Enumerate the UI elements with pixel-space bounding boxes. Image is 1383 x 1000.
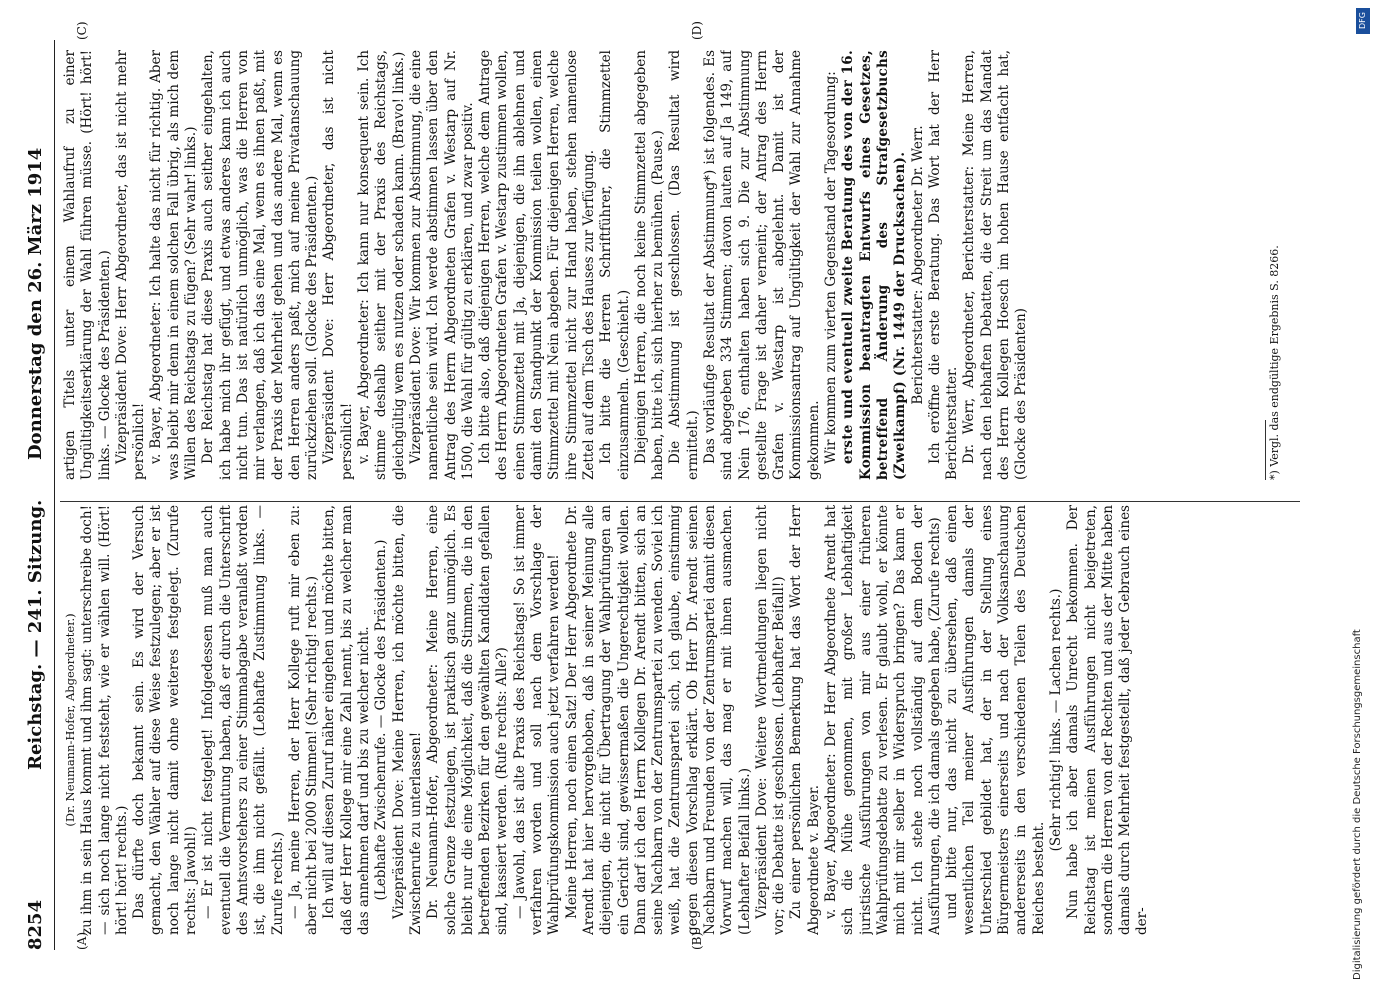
paragraph: Das vorläufige Resultat der Abstimmung*) ist folgendes. Es sind abgegeben 334 Stimmen; davon lauten auf Ja 149, auf Nein 176, enthalten haben sich 9. Die zur Abstimmung gestellte Frage ist daher verneint; der Antrag des Herrn Grafen v. Westarp ist abgelehnt. Damit ist der Kommissionsantrag auf Ungültigkeit der Wahl zur Annahme gekommen. bbox=[701, 50, 822, 480]
page-number: 8254 bbox=[25, 899, 46, 950]
interjection: (Lebhafte Zwischenrufe. — Glocke des Präsidenten.) bbox=[373, 539, 390, 901]
speaker-running-head: (Dr. Neumann-Hofer, Abgeordneter.) bbox=[63, 613, 77, 827]
paragraph: Zu einer persönlichen Bemerkung hat das Wort der Herr Abgeordnete v. Bayer. bbox=[788, 505, 822, 935]
column-divider bbox=[60, 501, 1300, 502]
paragraph: Ich bitte also, daß diejenigen Herren, welche dem Antrage des Herrn Abgeordneten Grafen v. Westarp zustimmen wollen, einen Stimmzettel mit Ja, diejenigen, die ihn ablehnen und damit den Standpunkt der Kommission teilen wollen, einen Stimmzettel mit Nein abgeben. Für diejenigen Herren, welche ihre Stimmzettel nicht zur Hand haben, stehen namenlose Zettel auf dem Tisch des Hauses zur Verfügung. bbox=[477, 50, 597, 480]
footnote: *) Vergl. das endgültige Ergebnis S. 8266. bbox=[1268, 245, 1281, 480]
paragraph: Ich eröffne die erste Beratung. Das Wort hat der Herr Berichterstatter. bbox=[926, 50, 961, 480]
margin-marker-a: (A) bbox=[75, 931, 89, 950]
paragraph: v. Bayer, Abgeordneter: Der Herr Abgeordnete Arendt hat sich die Mühe genommen, mit großer Lebhaftigkeit juristische Ausführungen von mir aus einer früheren Wahlprüfungsdebatte zu verlesen. Er glaubt wohl, er könnte mich mit mir selber in Widerspruch bringen? Das kann er nicht. Ich stehe noch vollständig auf dem Boden der Ausführungen, die ich damals gegeben habe, (Zurufe rechts) bbox=[823, 505, 943, 935]
footnote-rule bbox=[1265, 420, 1266, 480]
paragraph: Dr. Werr, Abgeordneter, Berichterstatter: Meine Herren, nach den lebhaften Debatten, die der Streit um das Mandat des Herrn Kollegen Hoesch im hohen Hause entfacht hat, (Glocke des Präsidenten) bbox=[961, 50, 1030, 480]
paragraph: Dr. Neumann-Hofer, Abgeordneter: Meine Herren, eine solche Grenze festzulegen, ist praktisch ganz unmöglich. Es bleibt nur die eine Möglichkeit, daß die Stimmen, die in den betreffenden Bezirken für den gewählten Kandidaten gefallen sind, kassiert werden. (Rufe rechts: Alle?) bbox=[425, 505, 511, 935]
left-column bbox=[62, 505, 1312, 935]
interjection: (Sehr richtig! links. — Lachen rechts.) bbox=[1047, 588, 1064, 852]
page-header bbox=[25, 40, 51, 950]
session-date: Donnerstag den 26. März 1914 bbox=[25, 147, 46, 460]
paragraph: v. Bayer, Abgeordneter: Ich halte das nicht für richtig. Aber was bleibt mir denn in einem solchen Fall übrig, als mich dem Willen des Reichstags zu fügen? (Sehr wahr! links.) bbox=[148, 50, 200, 480]
paragraph: Ich bitte die Herren Schriftführer, die Stimmzettel einzusammeln. (Geschieht.) bbox=[598, 50, 632, 480]
paragraph: v. Bayer, Abgeordneter: Ich kann nur konsequent sein. Ich stimme deshalb seither mit der Praxis des Reichstags, gleichgültig wem es nutzen oder schaden kann. (Bravo! links.) bbox=[356, 50, 407, 480]
paragraph: — Jawohl, das ist alte Praxis des Reichstags! So ist immer verfahren worden und soll nach dem Vorschlage der Wahlprüfungskommission auch jetzt verfahren werden! bbox=[511, 505, 563, 935]
paragraph: Meine Herren, noch einen Satz! Der Herr Abgeordnete Dr. Arendt hat hier hervorgehoben, daß in seiner Meinung alle diejenigen, die nicht für Übertragung der Wahlprüfungen an ein Gericht sind, gewissermaßen die Ungerechtigkeit wollen. Dann darf ich den Herrn Kollegen Dr. Arendt bitten, sich an seine Nachbarn von der Zentrumspartei zu wenden. Soviel ich weiß, hat die Zentrumspartei sich, ich glaube, einstimmig gegen diesen Vorschlag erklärt. Ob Herr Dr. Arendt seinen Nachbarn und Freunden von der Zentrumspartei damit diesen Vorwurf machen will, das mag er mit ihnen ausmachen. (Lebhafter Beifall links.) bbox=[563, 505, 753, 935]
paragraph: Die Abstimmung ist geschlossen. (Das Resultat wird ermittelt.) bbox=[667, 50, 701, 480]
paragraph: Das dürfte doch bekannt sein. Es wird der Versuch gemacht, den Wähler auf diese Weise festzulegen; aber er ist noch lange nicht damit ohne weiteres festgelegt. (Zurufe rechts: Jawohl!) bbox=[131, 505, 200, 935]
paragraph: Wir kommen zum vierten Gegenstand der Tagesordnung: bbox=[823, 71, 840, 464]
paragraph: artigen Titels unter einem Wahlaufruf zu einer Ungültigkeitserklärung der Wahl führen müsse. (Hört! hört! links. — Glocke des Präsidenten.) bbox=[62, 50, 113, 480]
header-rule bbox=[54, 40, 55, 950]
paragraph: Vizepräsident Dove: Weitere Wortmeldungen liegen nicht vor; die Debatte ist geschlossen. (Lebhafter Beifall!) bbox=[753, 505, 788, 935]
session-title: Reichstag. — 241. Sitzung. bbox=[25, 499, 46, 770]
right-column bbox=[62, 50, 1062, 480]
paragraph: Nun habe ich aber damals Unrecht bekommen. Der Reichstag ist meinen Ausführungen nicht beigetreten, sondern die Herren von der Rechten und aus der Mitte haben damals durch Mehrheit festgestellt, daß jeder Gebrauch eines der- bbox=[1065, 505, 1151, 935]
paragraph: Vizepräsident Dove: Wir kommen zur Abstimmung, die eine namentliche sein wird. Ich werde abstimmen lassen über den Antrag des Herrn Abgeordneten Grafen v. Westarp auf Nr. 1500, die Wahl für gültig zu erklären, und zwar positiv. bbox=[407, 50, 476, 480]
margin-marker-d: (D) bbox=[690, 21, 704, 40]
agenda-item: erste und eventuell zweite Beratung des von der 16. Kommission beantragten Entwurfs eines Gesetzes, betreffend Änderung des Strafgesetzbuchs (Zweikampf) (Nr. 1449 der Drucksachen). bbox=[840, 50, 909, 480]
paragraph: Diejenigen Herren, die noch keine Stimmzettel abgegeben haben, bitte ich, sich hierher zu bemühen. (Pause.) bbox=[632, 50, 667, 480]
paragraph: Vizepräsident Dove: Herr Abgeordneter, das ist nicht persönlich! bbox=[321, 50, 355, 480]
paragraph: Ich will auf diesen Zuruf näher eingehen und möchte bitten, daß der Herr Kollege mir eine Zahl nennt, bis zu welcher man das annehmen darf und bis zu welcher nicht. bbox=[321, 505, 373, 935]
rapporteur-line: Berichterstatter: Abgeordneter Dr. Werr. bbox=[909, 125, 926, 405]
paragraph: zu ihm in sein Haus kommt und ihm sagt: unterschreibe doch! — sich noch lange nicht feststeht, wie er wählen will. (Hört! hört! hört! rechts.) bbox=[79, 505, 130, 935]
paragraph: — Ja, meine Herren, der Herr Kollege ruft mir eben zu: aber nicht bei 2000 Stimmen! (Sehr richtig! rechts.) bbox=[286, 505, 321, 935]
margin-marker-b: (B) bbox=[690, 931, 704, 950]
dfg-logo: DFG bbox=[1356, 8, 1370, 34]
paragraph: Der Reichstag hat diese Praxis auch seither eingehalten, ich habe mich ihr gefügt, und etwas anderes kann ich auch nicht tun. Das ist natürlich unmöglich, was die Herren von mir verlangen, daß ich das eine Mal, wenn es ihnen paßt, mit der Praxis der Mehrheit gehen und das andere Mal, wenn es den Herren anders paßt, mich auf meine Privatanschauung zurückziehen soll. (Glocke des Präsidenten.) bbox=[200, 50, 321, 480]
margin-marker-c: (C) bbox=[75, 21, 89, 40]
paragraph: — Er ist nicht festgelegt! Infolgedessen muß man auch eventuell die Vermutung haben, daß er durch die Unterschrift des Amtsvorstehers zu einer Stimmabgabe veranlaßt worden ist, die ihm nicht gefällt. (Lebhafte Zustimmung links. — Zurufe rechts.) bbox=[200, 505, 286, 935]
paragraph: und bitte nur, das nicht zu übersehen, daß einen wesentlichen Teil meiner Ausführungen damals der Unterschied gebildet hat, der in der Stellung eines Bürgermeisters einerseits und nach der Volksanschauung andererseits in den verschiedenen Teilen des Deutschen Reiches besteht. bbox=[944, 505, 1047, 935]
paragraph: Vizepräsident Dove: Herr Abgeordneter, das ist nicht mehr persönlich! bbox=[113, 50, 148, 480]
paragraph: Vizepräsident Dove: Meine Herren, ich möchte bitten, die Zwischenrufe zu unterlassen! bbox=[390, 505, 424, 935]
digitization-credit: Digitalisierung gefördert durch die Deutsche Forschungsgemeinschaft bbox=[1352, 629, 1363, 980]
